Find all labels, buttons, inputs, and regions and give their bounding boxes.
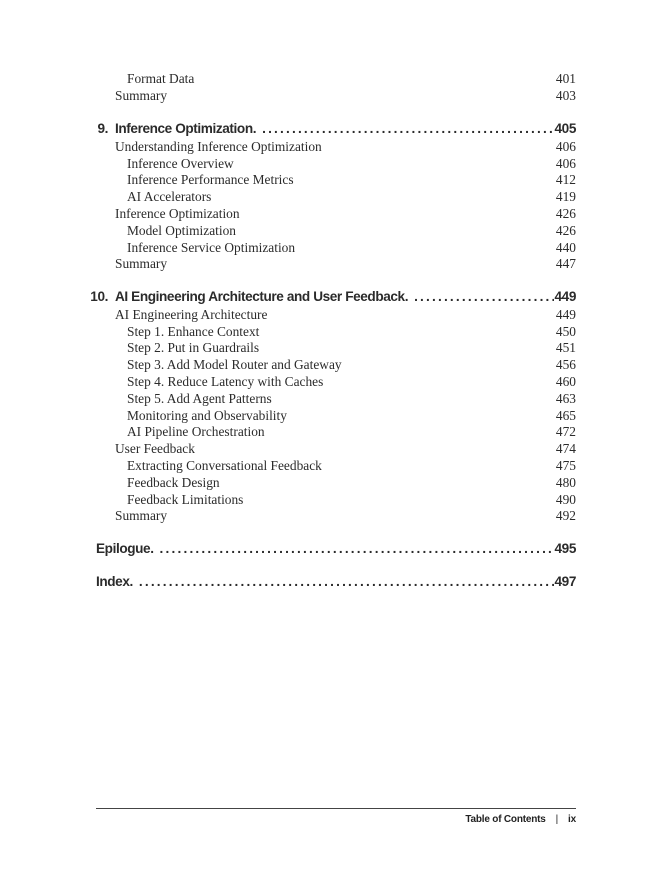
toc-page-number: 440 bbox=[555, 240, 576, 255]
toc-entry[interactable]: Extracting Conversational Feedback bbox=[127, 458, 322, 473]
chapter-9-heading[interactable] bbox=[0, 120, 672, 138]
toc-entry[interactable]: Step 4. Reduce Latency with Caches bbox=[127, 374, 324, 389]
toc-entry[interactable]: AI Pipeline Orchestration bbox=[127, 424, 265, 439]
toc-entry[interactable]: Feedback Design bbox=[127, 475, 220, 490]
footer-separator: | bbox=[555, 814, 559, 825]
toc-page-number: 460 bbox=[555, 374, 576, 389]
toc-page-number: 472 bbox=[555, 424, 576, 439]
toc-entry[interactable]: Monitoring and Observability bbox=[127, 408, 287, 423]
toc-entry[interactable]: Inference Performance Metrics bbox=[127, 172, 294, 187]
chapter-10-heading[interactable] bbox=[0, 288, 672, 306]
toc-page-number: 406 bbox=[555, 156, 576, 171]
toc-page-number: 451 bbox=[555, 340, 576, 355]
toc-page-number: 406 bbox=[555, 139, 576, 154]
index-page-number: 497 bbox=[554, 574, 576, 589]
toc-entry[interactable]: Step 1. Enhance Context bbox=[127, 324, 260, 339]
toc-entry[interactable]: Step 3. Add Model Router and Gateway bbox=[127, 357, 342, 372]
toc-page-number: 412 bbox=[555, 172, 576, 187]
footer-page-number: ix bbox=[568, 814, 576, 825]
toc-entry[interactable]: User Feedback bbox=[115, 441, 195, 456]
chapter-number: 10. bbox=[90, 289, 108, 304]
toc-page-number: 426 bbox=[555, 206, 576, 221]
toc-entry[interactable]: Step 2. Put in Guardrails bbox=[127, 340, 260, 355]
toc-page-number: 403 bbox=[555, 88, 576, 103]
toc-entry[interactable]: AI Accelerators bbox=[127, 189, 212, 204]
toc-entry[interactable]: Summary bbox=[115, 256, 168, 271]
toc-entry[interactable]: Summary bbox=[115, 508, 168, 523]
toc-page-number: 450 bbox=[555, 324, 576, 339]
toc-entry-format-data[interactable]: Format Data bbox=[127, 71, 195, 86]
index-heading[interactable] bbox=[0, 573, 672, 591]
toc-page-number: 474 bbox=[555, 441, 576, 456]
toc-entry[interactable]: Inference Overview bbox=[127, 156, 234, 171]
index-title: Index. ..... bbox=[96, 573, 554, 591]
chapter-number: 9. bbox=[97, 121, 108, 136]
toc-page-number: 475 bbox=[555, 458, 576, 473]
chapter-title: Inference Optimization. ..... bbox=[115, 120, 554, 138]
toc-entry-summary[interactable]: Summary bbox=[115, 88, 168, 103]
toc-entry[interactable]: Understanding Inference Optimization bbox=[115, 139, 322, 154]
epilogue-title: Epilogue. ..... bbox=[96, 540, 554, 558]
toc-page-number: 465 bbox=[555, 408, 576, 423]
toc-entry[interactable]: Step 5. Add Agent Patterns bbox=[127, 391, 272, 406]
chapter-page-number: 449 bbox=[554, 289, 576, 304]
footer-section-label: Table of Contents bbox=[465, 814, 546, 825]
toc-page-number: 401 bbox=[555, 71, 576, 86]
toc-page-number: 419 bbox=[555, 189, 576, 204]
chapter-title: AI Engineering Architecture and User Feedback. ..... bbox=[115, 288, 554, 306]
toc-entry[interactable]: AI Engineering Architecture bbox=[115, 307, 268, 322]
toc-page-number: 426 bbox=[555, 223, 576, 238]
toc-entry[interactable]: Feedback Limitations bbox=[127, 492, 244, 507]
toc-page-number: 480 bbox=[555, 475, 576, 490]
toc-page-number: 490 bbox=[555, 492, 576, 507]
toc-entry[interactable]: Inference Optimization bbox=[115, 206, 240, 221]
footer-rule bbox=[96, 808, 576, 809]
toc-page-number: 456 bbox=[555, 357, 576, 372]
toc-entry[interactable]: Inference Service Optimization bbox=[127, 240, 296, 255]
page-footer bbox=[465, 814, 576, 825]
toc-page-number: 449 bbox=[555, 307, 576, 322]
toc-entry[interactable]: Model Optimization bbox=[127, 223, 236, 238]
chapter-page-number: 405 bbox=[554, 121, 576, 136]
toc-page-number: 463 bbox=[555, 391, 576, 406]
toc-page-number: 447 bbox=[555, 256, 576, 271]
epilogue-heading[interactable] bbox=[0, 540, 672, 558]
toc-page-number: 492 bbox=[555, 508, 576, 523]
epilogue-page-number: 495 bbox=[554, 541, 576, 556]
